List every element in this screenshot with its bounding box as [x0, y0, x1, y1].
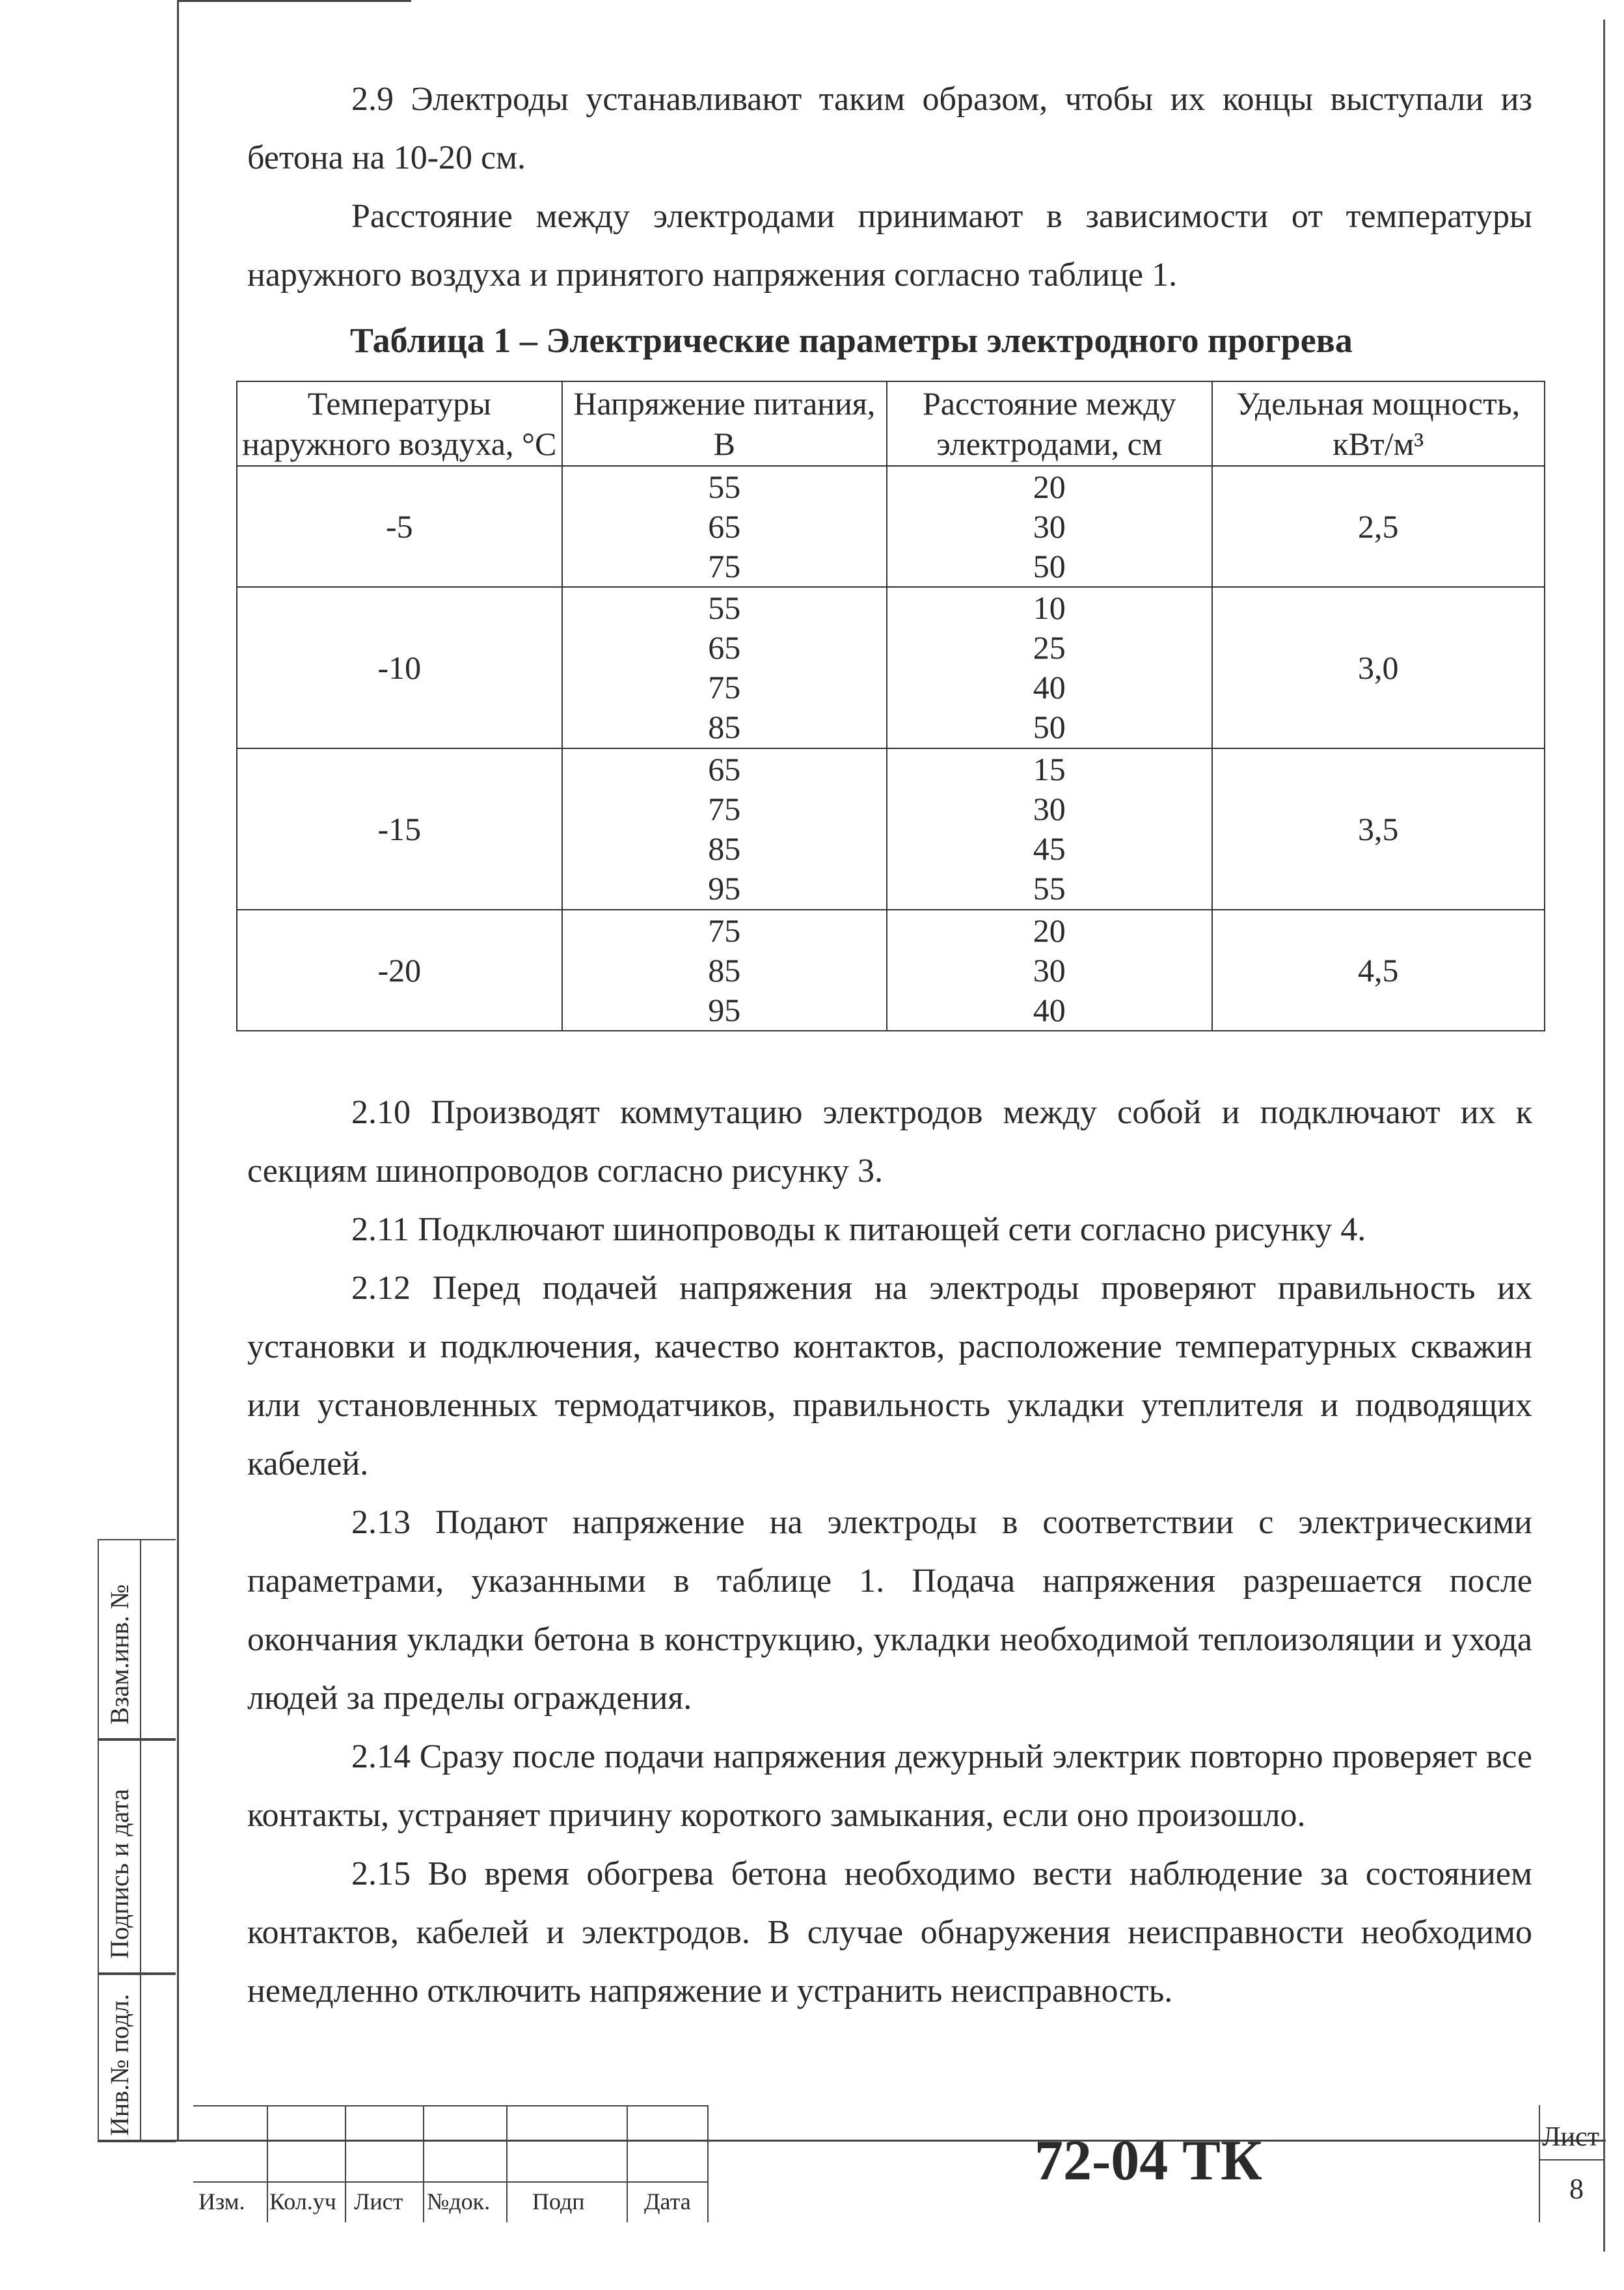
voltage-cell	[562, 466, 887, 587]
title-block-podp: Подп	[532, 2188, 585, 2215]
voltage-value: 95	[708, 870, 741, 906]
temperature-cell: -20	[237, 910, 562, 1031]
title-block-data: Дата	[644, 2188, 691, 2215]
distance-cell	[887, 910, 1212, 1031]
side-stamp-podpis-label: Подпись и дата	[105, 1788, 134, 1959]
title-block-list: Лист	[354, 2188, 403, 2215]
voltage-cell	[562, 910, 887, 1031]
title-block-kol: Кол.уч	[269, 2188, 336, 2215]
table-row	[237, 910, 1545, 1031]
distance-value: 30	[1033, 508, 1066, 545]
side-stamp-inv-label: Инв.№ подл.	[105, 1994, 134, 2136]
paragraph-2-14: 2.14 Сразу после подачи напряжения дежурный электрик повторно проверяет все контакты, устраняет причину короткого замыкания, если оно произошло.	[247, 1738, 1532, 1834]
power-cell: 3,5	[1212, 748, 1545, 910]
frame-right-line	[1603, 20, 1605, 2252]
title-block-col-line	[707, 2105, 709, 2222]
intro-text	[247, 70, 1532, 305]
distance-value: 40	[1033, 991, 1066, 1028]
distance-value: 20	[1033, 468, 1066, 505]
paragraph-distance: Расстояние между электродами принимают в зависимости от температуры наружного воздуха и принятого напряжения согласно таблице 1.	[247, 198, 1532, 293]
frame-top-line	[177, 0, 411, 2]
title-block-row-line	[1539, 2159, 1604, 2161]
power-cell: 2,5	[1212, 466, 1545, 587]
voltage-value: 85	[708, 709, 741, 745]
distance-value: 55	[1033, 870, 1066, 906]
voltage-value: 95	[708, 991, 741, 1028]
title-block-col-line	[627, 2105, 628, 2222]
table-row	[237, 587, 1545, 748]
voltage-value: 85	[708, 830, 741, 867]
title-block-col-line	[345, 2105, 346, 2222]
distance-cell	[887, 466, 1212, 587]
temperature-cell: -15	[237, 748, 562, 910]
side-stamp-vzam-inner	[140, 1539, 176, 1738]
voltage-value: 65	[708, 629, 741, 666]
voltage-value: 65	[708, 751, 741, 787]
header-distance: Расстояние между электродами, см	[887, 381, 1212, 466]
sheet-number: 8	[1569, 2173, 1584, 2205]
table-header-row	[237, 381, 1545, 466]
paragraph-2-10: 2.10 Производят коммутацию электродов между собой и подключают их к секциям шинопроводов согласно рисунку 3.	[247, 1094, 1532, 1190]
table-row	[237, 748, 1545, 910]
voltage-cell	[562, 587, 887, 748]
voltage-value: 75	[708, 547, 741, 584]
distance-value: 20	[1033, 912, 1066, 949]
title-block-grid	[193, 2105, 707, 2141]
voltage-value: 85	[708, 951, 741, 988]
power-cell: 3,0	[1212, 587, 1545, 748]
header-voltage: Напряжение питания, В	[562, 381, 887, 466]
electrical-parameters-table	[236, 381, 1545, 1031]
title-block-col-line	[267, 2105, 268, 2222]
title-block-izm: Изм.	[198, 2188, 245, 2215]
paragraph-2-12: 2.12 Перед подачей напряжения на электроды проверяют правильность их установки и подключения, качество контактов, расположение температурных скважин или установленных термодатчиков, правильность укладки утеплителя и подводящих кабелей.	[247, 1270, 1532, 1482]
distance-value: 30	[1033, 791, 1066, 827]
distance-cell	[887, 587, 1212, 748]
voltage-value: 55	[708, 468, 741, 505]
distance-value: 45	[1033, 830, 1066, 867]
distance-value: 15	[1033, 751, 1066, 787]
power-cell: 4,5	[1212, 910, 1545, 1031]
voltage-value: 65	[708, 508, 741, 545]
temperature-cell: -10	[237, 587, 562, 748]
paragraph-2-13: 2.13 Подают напряжение на электроды в соответствии с электрическими параметрами, указанными в таблице 1. Подача напряжения разрешается после окончания укладки бетона в конструкцию, укладки необходимой теплоизоляции и ухода людей за пределы ограждения.	[247, 1504, 1532, 1717]
distance-value: 50	[1033, 709, 1066, 745]
side-stamp-inv-inner	[140, 1972, 176, 2140]
paragraph-2-11: 2.11 Подключают шинопроводы к питающей сети согласно рисунку 4.	[351, 1211, 1366, 1248]
title-block-ndok: №док.	[427, 2188, 491, 2215]
paragraph-2-9: 2.9 Электроды устанавливают таким образом, чтобы их концы выступали из бетона на 10-20 см.	[247, 81, 1532, 176]
voltage-value: 55	[708, 590, 741, 626]
voltage-value: 75	[708, 669, 741, 705]
side-stamp-vzam-label: Взам.инв. №	[105, 1584, 134, 1724]
title-block-col-line	[423, 2105, 424, 2222]
title-block-col-line	[1539, 2105, 1540, 2222]
distance-value: 25	[1033, 629, 1066, 666]
frame-left-line	[177, 0, 179, 2141]
temperature-cell: -5	[237, 466, 562, 587]
document-code: 72-04 ТК	[1035, 2129, 1262, 2192]
paragraph-2-15: 2.15 Во время обогрева бетона необходимо вести наблюдение за состоянием контактов, кабелей и электродов. В случае обнаружения неисправности необходимо немедленно отключить напряжение и устранить неисправность.	[247, 1855, 1532, 2010]
title-block-row-line	[193, 2181, 707, 2183]
table-caption: Таблица 1 – Электрические параметры электродного прогрева	[350, 321, 1353, 360]
distance-value: 30	[1033, 951, 1066, 988]
sheet-label: Лист	[1542, 2122, 1599, 2152]
voltage-value: 75	[708, 791, 741, 827]
title-block-row-line	[193, 2140, 707, 2141]
distance-value: 10	[1033, 590, 1066, 626]
voltage-cell	[562, 748, 887, 910]
header-temperature: Температуры наружного воздуха, °С	[237, 381, 562, 466]
voltage-value: 75	[708, 912, 741, 949]
table-row	[237, 466, 1545, 587]
distance-value: 50	[1033, 547, 1066, 584]
distance-cell	[887, 748, 1212, 910]
side-stamp-podpis-inner	[140, 1738, 176, 1972]
distance-value: 40	[1033, 669, 1066, 705]
header-power: Удельная мощность, кВт/м³	[1212, 381, 1545, 466]
title-block-col-line	[506, 2105, 508, 2222]
procedure-text	[247, 1084, 1532, 2021]
